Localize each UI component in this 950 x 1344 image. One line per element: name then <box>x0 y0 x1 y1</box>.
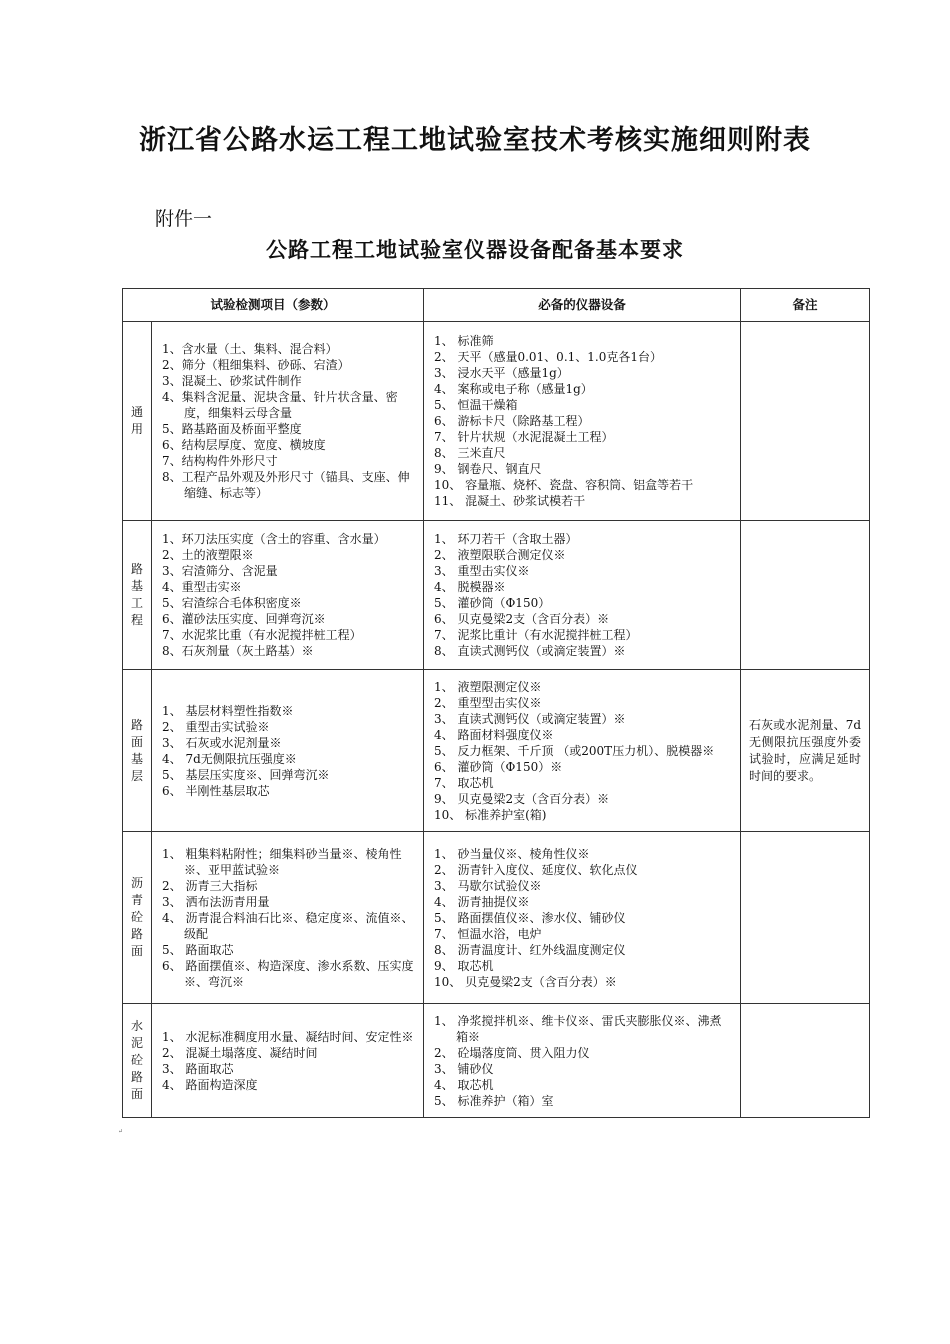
project-list <box>152 1029 423 1093</box>
project-item: 3、混凝土、砂浆试件制作 <box>162 374 302 388</box>
project-item: 3、 石灰或水泥剂量※ <box>162 735 282 750</box>
category-char: 沥 <box>130 876 143 890</box>
equipment-item: 5、 反力框架、千斤顶 （或200T压力机）、脱模器※ <box>434 743 715 758</box>
equipment-item: 5、 标准养护（箱）室 <box>434 1093 554 1108</box>
equipment-cell <box>424 670 741 832</box>
project-item: 3、宕渣筛分、含泥量 <box>162 564 278 578</box>
category-char: 路 <box>130 717 143 732</box>
project-item: 6、 路面摆值※、构造深度、渗水系数、压实度※、弯沉※ <box>162 958 414 989</box>
note-cell <box>741 322 870 521</box>
project-item: 3、 路面取芯 <box>162 1061 234 1076</box>
project-item: 8、石灰剂量（灰土路基）※ <box>162 644 314 658</box>
category-char: 面 <box>130 944 143 958</box>
category-cell <box>123 832 152 1004</box>
equipment-item: 3、 重型击实仪※ <box>434 564 530 578</box>
header-note: 备注 <box>741 289 870 322</box>
equipment-item: 5、 灌砂筒（Φ150） <box>434 596 551 610</box>
category-char: 基 <box>130 751 143 766</box>
header-equipment: 必备的仪器设备 <box>424 289 741 322</box>
category-char: 层 <box>130 768 143 783</box>
project-item: 1、 水泥标准稠度用水量、凝结时间、安定性※ <box>162 1029 414 1044</box>
equipment-item: 6、 贝克曼梁2支（含百分表）※ <box>434 612 610 626</box>
table-row <box>123 1004 870 1118</box>
category-char: 泥 <box>130 1036 143 1050</box>
project-item: 1、环刀法压实度（含土的容重、含水量） <box>162 532 386 546</box>
equipment-item: 3、 铺砂仪 <box>434 1061 494 1076</box>
equipment-cell <box>424 832 741 1004</box>
equipment-item: 9、 钢卷尺、钢直尺 <box>434 462 542 476</box>
category-cell <box>123 670 152 832</box>
equipment-list <box>424 679 740 823</box>
category-char: 用 <box>130 422 143 436</box>
category-char: 通 <box>130 405 143 419</box>
equipment-item: 7、 泥浆比重计（有水泥搅拌桩工程） <box>434 628 638 642</box>
project-list <box>152 341 423 501</box>
equipment-item: 9、 取芯机 <box>434 958 494 973</box>
project-item: 6、 半刚性基层取芯 <box>162 783 270 798</box>
equipment-item: 4、 脱模器※ <box>434 580 506 594</box>
equipment-item: 1、 净浆搅拌机※、维卡仪※、雷氏夹膨胀仪※、沸煮箱※ <box>434 1013 722 1044</box>
equipment-item: 8、 沥青温度计、红外线温度测定仪 <box>434 942 626 957</box>
equipment-item: 6、 游标卡尺（除路基工程） <box>434 414 590 428</box>
category-char: 路 <box>130 1070 143 1084</box>
equipment-item: 7、 针片状规（水泥混凝土工程） <box>434 430 614 444</box>
equipment-item: 3、 马歇尔试验仪※ <box>434 878 542 893</box>
equipment-item: 3、 直读式测钙仪（或滴定装置）※ <box>434 711 626 726</box>
category-char: 路 <box>130 562 143 576</box>
project-item: 1、 粗集料粘附性；细集料砂当量※、棱角性※、亚甲蓝试验※ <box>162 846 402 877</box>
project-cell <box>152 1004 424 1118</box>
equipment-item: 7、 取芯机 <box>434 775 494 790</box>
equipment-list <box>424 333 740 509</box>
project-item: 2、 重型击实试验※ <box>162 719 270 734</box>
table-body <box>123 322 870 1118</box>
equipment-item: 2、 重型型击实仪※ <box>434 695 542 710</box>
note-cell <box>741 832 870 1004</box>
paragraph-mark: ↵ <box>118 1128 124 1135</box>
equipment-item: 10、 标准养护室(箱) <box>434 807 547 822</box>
category-cell <box>123 1004 152 1118</box>
project-list <box>152 846 423 990</box>
project-item: 1、含水量（土、集料、混合料） <box>162 342 338 356</box>
project-item: 5、 路面取芯 <box>162 942 234 957</box>
category-char: 面 <box>130 734 143 749</box>
project-item: 7、水泥浆比重（有水泥搅拌桩工程） <box>162 628 362 642</box>
project-item: 7、结构构件外形尺寸 <box>162 454 278 468</box>
equipment-item: 4、 案称或电子称（感量1g） <box>434 382 593 396</box>
equipment-item: 1、 液塑限测定仪※ <box>434 679 542 694</box>
equipment-item: 8、 三米直尺 <box>434 446 506 460</box>
equipment-cell <box>424 521 741 670</box>
project-item: 8、工程产品外观及外形尺寸（锚具、支座、伸缩缝、标志等） <box>162 470 410 500</box>
table-row <box>123 322 870 521</box>
equipment-item: 1、 砂当量仪※、棱角性仪※ <box>434 846 590 861</box>
equipment-item: 8、 直读式测钙仪（或滴定装置）※ <box>434 644 626 658</box>
equipment-item: 2、 天平（感量0.01、0.1、1.0克各1台） <box>434 350 662 364</box>
project-item: 4、集料含泥量、泥块含量、针片状含量、密度，细集料云母含量 <box>162 390 398 420</box>
category-char: 面 <box>130 1087 143 1101</box>
equipment-item: 1、 环刀若干（含取土器） <box>434 532 578 546</box>
equipment-list <box>424 846 740 990</box>
project-item: 3、 洒布法沥青用量 <box>162 894 270 909</box>
equipment-item: 9、 贝克曼梁2支（含百分表）※ <box>434 791 610 806</box>
equipment-requirements-table <box>122 288 870 1118</box>
category-char: 基 <box>130 579 143 593</box>
project-item: 5、 基层压实度※、回弹弯沉※ <box>162 767 330 782</box>
equipment-item: 2、 沥青针入度仪、延度仪、软化点仪 <box>434 862 638 877</box>
equipment-item: 1、 标准筛 <box>434 334 494 348</box>
project-cell <box>152 832 424 1004</box>
project-item: 6、灌砂法压实度、回弹弯沉※ <box>162 612 326 626</box>
note-cell <box>741 670 870 832</box>
note-cell <box>741 1004 870 1118</box>
category-char: 工 <box>130 596 143 610</box>
note-text: 石灰或水泥剂量、7d无侧限抗压强度外委试验时，应满足延时时间的要求。 <box>749 717 862 783</box>
equipment-item: 2、 砼塌落度筒、贯入阻力仪 <box>434 1045 590 1060</box>
project-item: 2、土的液塑限※ <box>162 548 254 562</box>
project-item: 4、 沥青混合料油石比※、稳定度※、流值※、级配 <box>162 910 414 941</box>
header-project: 试验检测项目（参数） <box>123 289 424 322</box>
table-title: 公路工程工地试验室仪器设备配备基本要求 <box>266 238 684 262</box>
category-cell <box>123 322 152 521</box>
attachment-label: 附件一 <box>155 208 213 230</box>
equipment-item: 11、 混凝土、砂浆试模若干 <box>434 494 586 508</box>
equipment-item: 3、 浸水天平（感量1g） <box>434 366 569 380</box>
project-list <box>152 531 423 659</box>
project-cell <box>152 670 424 832</box>
project-item: 4、 路面构造深度 <box>162 1077 258 1092</box>
category-char: 砼 <box>130 910 143 924</box>
equipment-item: 10、 容量瓶、烧杯、瓷盘、容积筒、铝盒等若干 <box>434 478 694 492</box>
project-item: 4、重型击实※ <box>162 580 242 594</box>
table-row <box>123 832 870 1004</box>
equipment-item: 4、 沥青抽提仪※ <box>434 894 530 909</box>
equipment-list <box>424 1013 740 1109</box>
project-item: 1、 基层材料塑性指数※ <box>162 703 294 718</box>
project-item: 2、筛分（粗细集料、砂砾、宕渣） <box>162 358 350 372</box>
equipment-item: 5、 恒温干燥箱 <box>434 398 518 412</box>
equipment-item: 2、 液塑限联合测定仪※ <box>434 548 566 562</box>
project-item: 4、 7d无侧限抗压强度※ <box>162 751 297 766</box>
project-item: 6、结构层厚度、宽度、横坡度 <box>162 438 326 452</box>
equipment-item: 4、 路面材料强度仪※ <box>434 727 554 742</box>
equipment-cell <box>424 1004 741 1118</box>
category-cell <box>123 521 152 670</box>
equipment-cell <box>424 322 741 521</box>
category-char: 青 <box>130 893 143 907</box>
category-char: 路 <box>130 927 143 941</box>
project-item: 2、 沥青三大指标 <box>162 878 258 893</box>
equipment-item: 10、 贝克曼梁2支（含百分表）※ <box>434 974 617 989</box>
equipment-item: 5、 路面摆值仪※、渗水仪、铺砂仪 <box>434 910 626 925</box>
header-row <box>123 289 870 322</box>
equipment-item: 6、 灌砂筒（Φ150）※ <box>434 759 563 774</box>
project-item: 5、路基路面及桥面平整度 <box>162 422 302 436</box>
project-item: 5、宕渣综合毛体积密度※ <box>162 596 302 610</box>
project-item: 2、 混凝土塌落度、凝结时间 <box>162 1045 318 1060</box>
equipment-list <box>424 531 740 659</box>
project-cell <box>152 322 424 521</box>
category-char: 程 <box>130 613 143 627</box>
equipment-item: 7、 恒温水浴，电炉 <box>434 926 542 941</box>
document-title: 浙江省公路水运工程工地试验室技术考核实施细则附表 <box>139 125 811 156</box>
category-char: 砼 <box>130 1053 143 1067</box>
project-list <box>152 703 423 799</box>
project-cell <box>152 521 424 670</box>
table-row <box>123 670 870 832</box>
category-char: 水 <box>130 1019 143 1033</box>
note-cell <box>741 521 870 670</box>
table-row <box>123 521 870 670</box>
equipment-item: 4、 取芯机 <box>434 1077 494 1092</box>
